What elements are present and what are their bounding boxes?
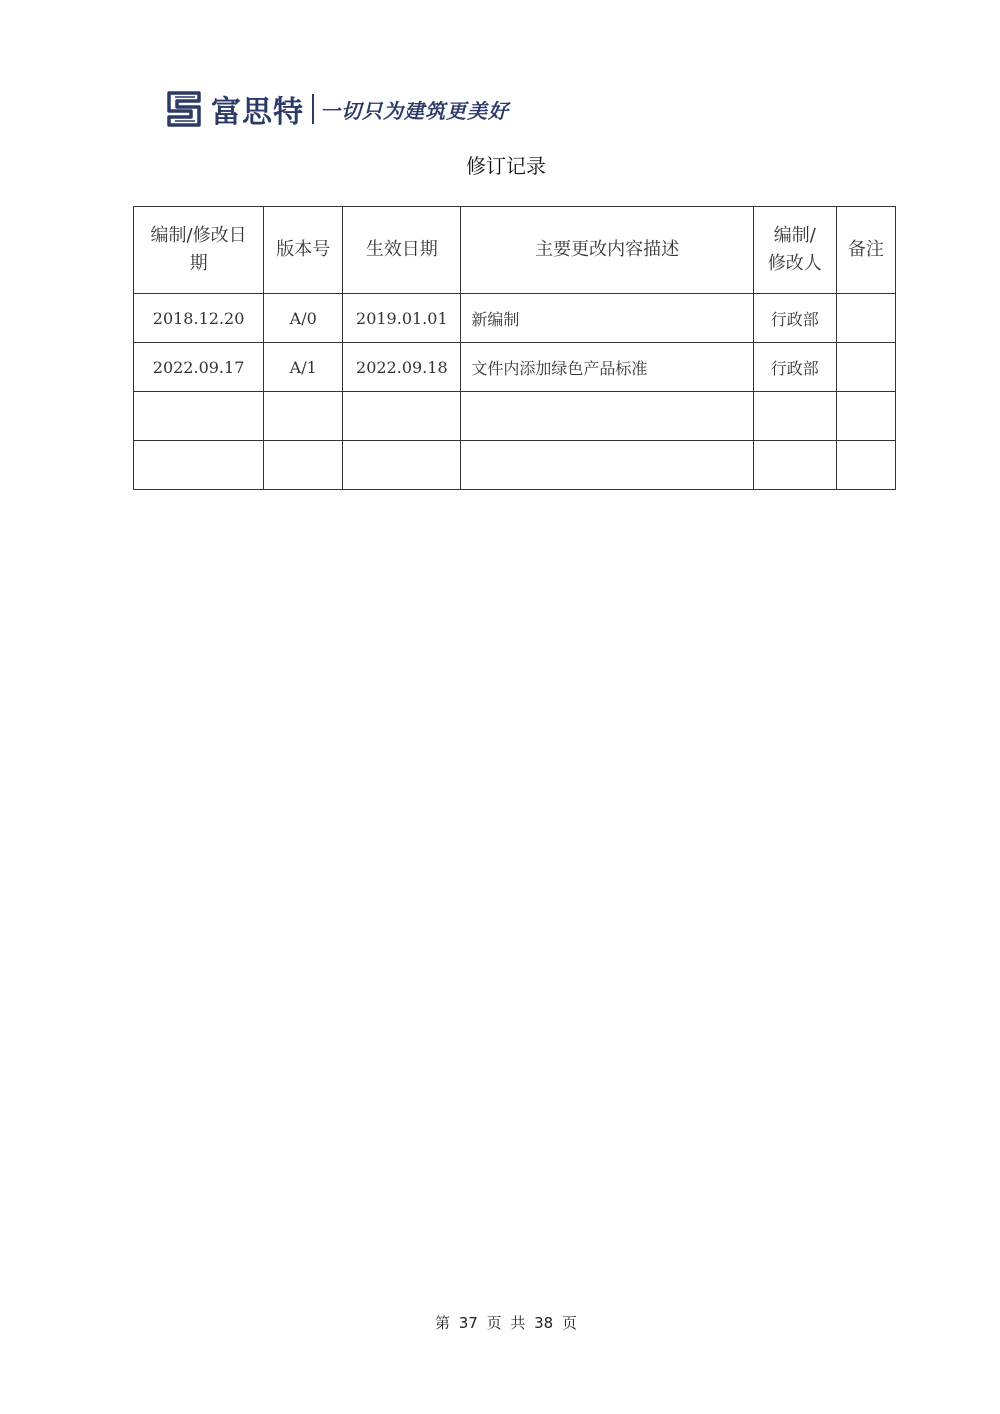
cell-edit-date: 2018.12.20 bbox=[134, 294, 264, 343]
brand-slogan: 一切只为建筑更美好 bbox=[320, 98, 509, 123]
table-header-row bbox=[134, 207, 896, 294]
cell-remarks bbox=[836, 294, 895, 343]
cell-editor bbox=[753, 392, 836, 441]
cell-editor bbox=[753, 441, 836, 490]
cell-edit-date: 2022.09.17 bbox=[134, 343, 264, 392]
cell-version bbox=[264, 392, 343, 441]
table-row bbox=[134, 294, 896, 343]
brand-name: 富思特 bbox=[211, 95, 304, 130]
cell-description bbox=[461, 392, 753, 441]
cell-edit-date bbox=[134, 392, 264, 441]
header-effective-date: 生效日期 bbox=[343, 207, 461, 294]
cell-effective-date bbox=[343, 392, 461, 441]
table-row bbox=[134, 441, 896, 490]
table-row bbox=[134, 343, 896, 392]
cell-version: A/1 bbox=[264, 343, 343, 392]
cell-effective-date bbox=[343, 441, 461, 490]
header-version: 版本号 bbox=[264, 207, 343, 294]
table-row bbox=[134, 392, 896, 441]
header-remarks: 备注 bbox=[836, 207, 895, 294]
header-description: 主要更改内容描述 bbox=[461, 207, 753, 294]
cell-remarks bbox=[836, 343, 895, 392]
revision-table bbox=[133, 206, 896, 490]
cell-description: 文件内添加绿色产品标准 bbox=[461, 343, 753, 392]
company-header bbox=[165, 88, 509, 130]
cell-editor: 行政部 bbox=[753, 343, 836, 392]
cell-version: A/0 bbox=[264, 294, 343, 343]
cell-version bbox=[264, 441, 343, 490]
cell-remarks bbox=[836, 441, 895, 490]
page-title: 修订记录 bbox=[466, 154, 546, 178]
page-number: 第 37 页 共 38 页 bbox=[434, 1314, 577, 1332]
cell-description: 新编制 bbox=[461, 294, 753, 343]
header-edit-date: 编制/修改日期 bbox=[134, 207, 264, 294]
cell-effective-date: 2019.01.01 bbox=[343, 294, 461, 343]
fst-logo-icon bbox=[165, 89, 205, 129]
cell-effective-date: 2022.09.18 bbox=[343, 343, 461, 392]
cell-description bbox=[461, 441, 753, 490]
cell-editor: 行政部 bbox=[753, 294, 836, 343]
cell-edit-date bbox=[134, 441, 264, 490]
cell-remarks bbox=[836, 392, 895, 441]
brand-divider bbox=[312, 94, 314, 124]
header-editor: 编制/修改人 bbox=[753, 207, 836, 294]
